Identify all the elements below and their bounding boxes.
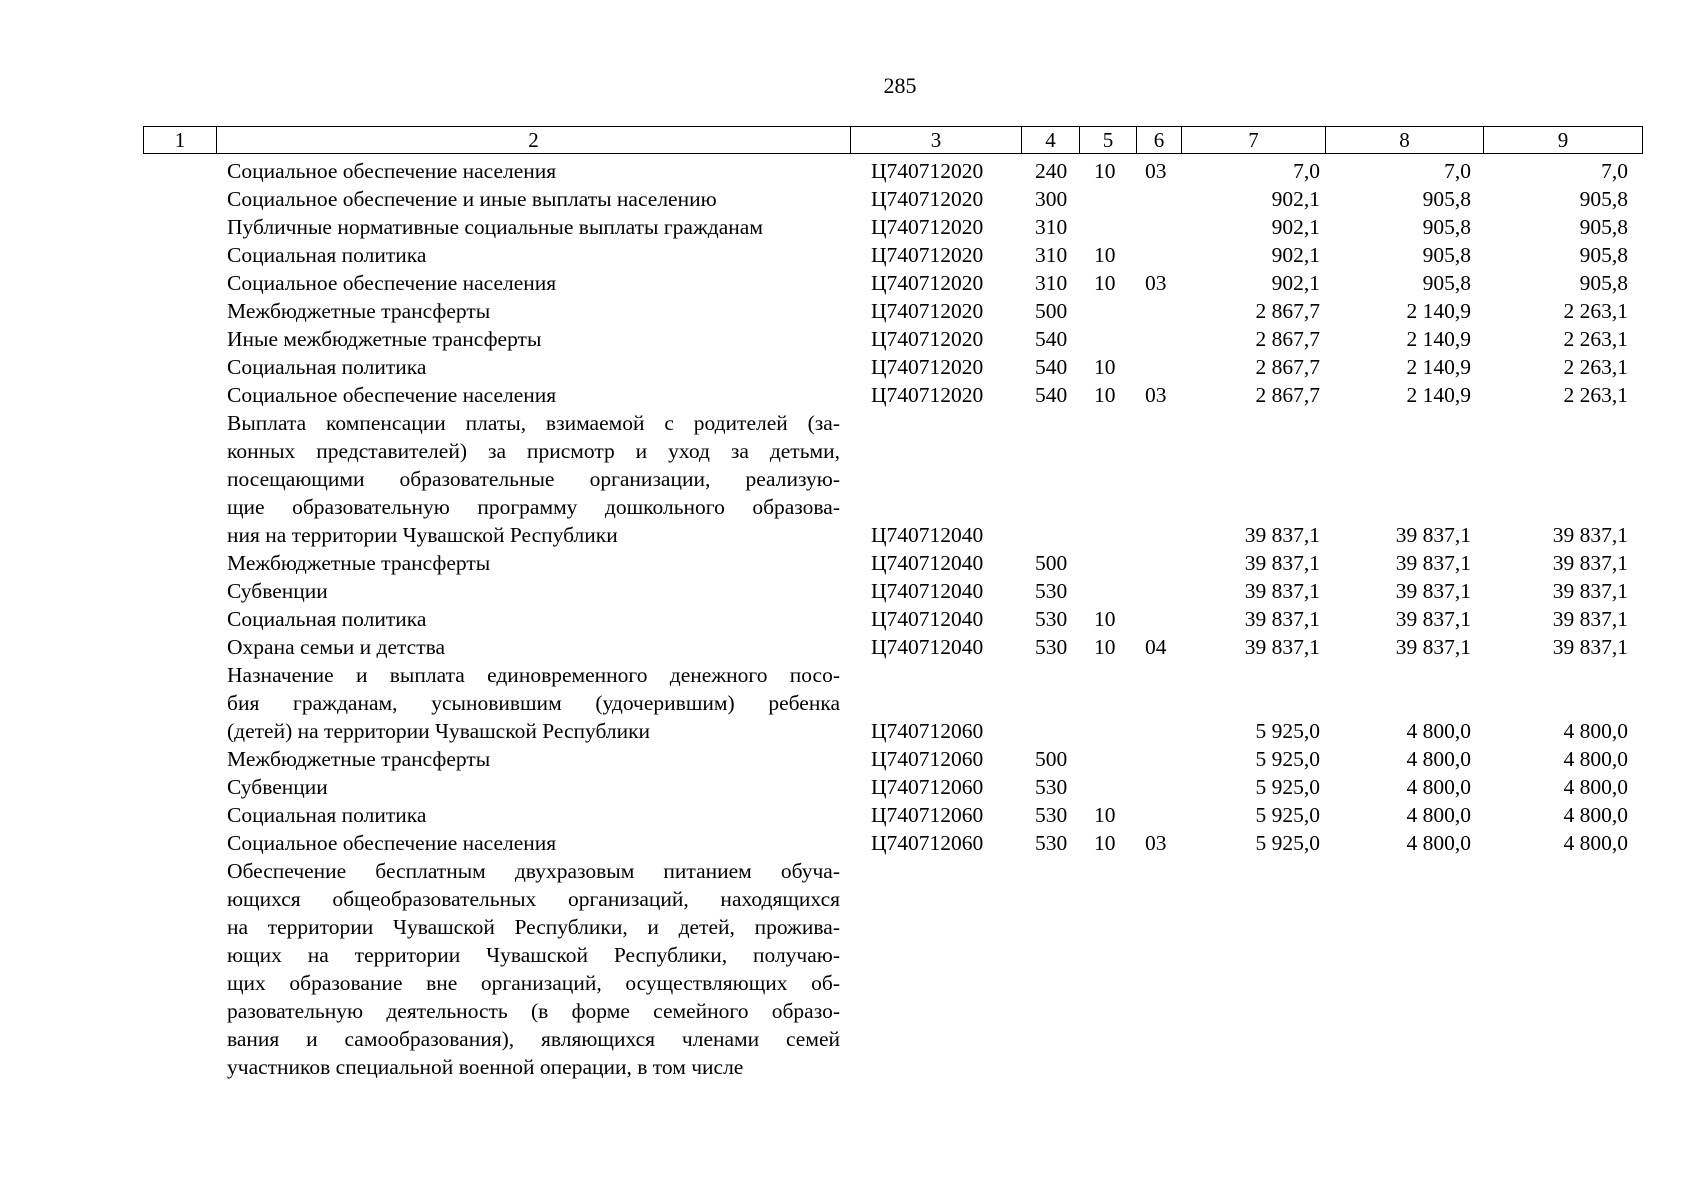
row-name-line: конных представителей) за присмотр и уход за детьми, <box>227 439 840 463</box>
table-row <box>0 801 1697 829</box>
row-name-line: Социальная политика <box>227 803 427 827</box>
row-value-9: 2 263,1 <box>1563 299 1628 323</box>
row-col-6: 04 <box>1145 635 1167 659</box>
row-col-4: 540 <box>1035 355 1068 379</box>
row-name <box>227 773 840 801</box>
row-code: Ц740712020 <box>871 299 984 323</box>
header-col-6: 6 <box>1137 127 1182 153</box>
table-row <box>0 633 1697 661</box>
table-row <box>0 269 1697 297</box>
row-value-7: 2 867,7 <box>1255 299 1320 323</box>
row-col-4: 530 <box>1035 775 1068 799</box>
row-code: Ц740712020 <box>871 159 984 183</box>
table-row <box>0 857 1697 1081</box>
row-value-8: 2 140,9 <box>1406 383 1471 407</box>
row-name-line: щих образование вне организаций, осуществляющих об- <box>227 971 840 995</box>
row-name-line: Межбюджетные трансферты <box>227 299 491 323</box>
row-value-7: 902,1 <box>1271 187 1320 211</box>
row-name-line: участников специальной военной операции, в том числе <box>227 1055 744 1079</box>
row-col-4: 300 <box>1035 187 1068 211</box>
row-name-line: Охрана семьи и детства <box>227 635 446 659</box>
row-name-line: вания и самообразования), являющихся членами семей <box>227 1027 840 1051</box>
row-col-5: 10 <box>1094 635 1116 659</box>
row-name-line: на территории Чувашской Республики, и детей, прожива- <box>227 915 840 939</box>
row-value-7: 5 925,0 <box>1255 719 1320 743</box>
row-name-line: ющих на территории Чувашской Республики, получаю- <box>227 943 840 967</box>
row-col-4: 540 <box>1035 383 1068 407</box>
row-code: Ц740712040 <box>871 635 984 659</box>
row-name <box>227 409 840 549</box>
row-value-7: 5 925,0 <box>1255 747 1320 771</box>
row-name-line: Социальная политика <box>227 243 427 267</box>
row-col-6: 03 <box>1145 831 1167 855</box>
row-col-5: 10 <box>1094 607 1116 631</box>
row-value-9: 2 263,1 <box>1563 355 1628 379</box>
row-value-9: 39 837,1 <box>1552 635 1628 659</box>
row-value-8: 905,8 <box>1422 187 1471 211</box>
row-col-6: 03 <box>1145 271 1167 295</box>
row-value-9: 905,8 <box>1579 271 1628 295</box>
row-code: Ц740712020 <box>871 215 984 239</box>
row-name-line: Социальное обеспечение и иные выплаты населению <box>227 187 717 211</box>
row-value-9: 39 837,1 <box>1552 607 1628 631</box>
row-code: Ц740712040 <box>871 579 984 603</box>
row-value-9: 2 263,1 <box>1563 327 1628 351</box>
row-code: Ц740712020 <box>871 187 984 211</box>
row-name <box>227 605 840 633</box>
row-value-7: 2 867,7 <box>1255 383 1320 407</box>
row-value-8: 7,0 <box>1444 159 1471 183</box>
row-name <box>227 829 840 857</box>
table-row <box>0 577 1697 605</box>
row-value-8: 4 800,0 <box>1406 719 1471 743</box>
row-value-8: 4 800,0 <box>1406 831 1471 855</box>
row-value-9: 39 837,1 <box>1552 551 1628 575</box>
header-col-3: 3 <box>851 127 1022 153</box>
row-col-4: 310 <box>1035 215 1068 239</box>
row-code: Ц740712020 <box>871 271 984 295</box>
row-code: Ц740712040 <box>871 523 984 547</box>
row-code: Ц740712020 <box>871 355 984 379</box>
row-name <box>227 157 840 185</box>
row-col-4: 500 <box>1035 299 1068 323</box>
row-name <box>227 661 840 745</box>
row-value-8: 39 837,1 <box>1395 635 1471 659</box>
table-row <box>0 297 1697 325</box>
row-name <box>227 213 840 241</box>
header-col-7: 7 <box>1182 127 1326 153</box>
row-code: Ц740712060 <box>871 719 984 743</box>
row-code: Ц740712040 <box>871 607 984 631</box>
row-value-7: 2 867,7 <box>1255 327 1320 351</box>
row-value-8: 39 837,1 <box>1395 607 1471 631</box>
row-name-line: Социальное обеспечение населения <box>227 159 557 183</box>
row-name <box>227 801 840 829</box>
row-value-7: 5 925,0 <box>1255 831 1320 855</box>
row-value-9: 4 800,0 <box>1563 719 1628 743</box>
row-name-line: ния на территории Чувашской Республики <box>227 523 618 547</box>
table-row <box>0 325 1697 353</box>
row-name-line: Субвенции <box>227 579 328 603</box>
row-name <box>227 325 840 353</box>
row-name-line: Межбюджетные трансферты <box>227 747 491 771</box>
row-name-line: (детей) на территории Чувашской Республики <box>227 719 651 743</box>
row-value-7: 39 837,1 <box>1244 579 1320 603</box>
row-value-8: 4 800,0 <box>1406 747 1471 771</box>
row-value-8: 905,8 <box>1422 271 1471 295</box>
row-value-8: 2 140,9 <box>1406 355 1471 379</box>
row-value-9: 905,8 <box>1579 243 1628 267</box>
table-row <box>0 185 1697 213</box>
row-name-line: посещающими образовательные организации, реализую- <box>227 467 840 491</box>
row-name <box>227 577 840 605</box>
row-value-9: 905,8 <box>1579 187 1628 211</box>
row-name <box>227 297 840 325</box>
row-name-line: ющихся общеобразовательных организаций, находящихся <box>227 887 840 911</box>
row-value-7: 902,1 <box>1271 215 1320 239</box>
row-name-line: бия гражданам, усыновившим (удочерившим) ребенка <box>227 691 840 715</box>
row-name-line: Выплата компенсации платы, взимаемой с родителей (за- <box>227 411 840 435</box>
row-col-5: 10 <box>1094 159 1116 183</box>
row-value-7: 39 837,1 <box>1244 523 1320 547</box>
table-body <box>0 157 1697 1081</box>
row-name <box>227 857 840 1081</box>
row-name <box>227 633 840 661</box>
table-row <box>0 661 1697 745</box>
row-col-5: 10 <box>1094 383 1116 407</box>
row-col-5: 10 <box>1094 243 1116 267</box>
table-row <box>0 157 1697 185</box>
row-value-8: 905,8 <box>1422 215 1471 239</box>
row-name-line: Социальная политика <box>227 355 427 379</box>
row-value-7: 5 925,0 <box>1255 803 1320 827</box>
row-name <box>227 549 840 577</box>
page-number: 285 <box>883 73 917 98</box>
row-value-7: 2 867,7 <box>1255 355 1320 379</box>
row-name <box>227 745 840 773</box>
header-col-2: 2 <box>217 127 851 153</box>
table-row <box>0 745 1697 773</box>
row-name-line: щие образовательную программу дошкольного образова- <box>227 495 840 519</box>
row-value-7: 39 837,1 <box>1244 551 1320 575</box>
row-col-5: 10 <box>1094 271 1116 295</box>
table-row <box>0 605 1697 633</box>
header-col-9: 9 <box>1557 128 1569 152</box>
row-col-5: 10 <box>1094 355 1116 379</box>
row-name-line: Иные межбюджетные трансферты <box>227 327 542 351</box>
row-col-4: 530 <box>1035 607 1068 631</box>
row-value-9: 2 263,1 <box>1563 383 1628 407</box>
row-value-9: 39 837,1 <box>1552 579 1628 603</box>
row-value-7: 39 837,1 <box>1244 635 1320 659</box>
row-name-line: разовательную деятельность (в форме семейного образо- <box>227 999 840 1023</box>
row-value-9: 905,8 <box>1579 215 1628 239</box>
row-code: Ц740712020 <box>871 243 984 267</box>
row-value-7: 7,0 <box>1293 159 1320 183</box>
row-col-4: 240 <box>1035 159 1068 183</box>
row-value-8: 2 140,9 <box>1406 327 1471 351</box>
row-name <box>227 269 840 297</box>
table-row <box>0 409 1697 549</box>
row-value-8: 4 800,0 <box>1406 775 1471 799</box>
row-name-line: Межбюджетные трансферты <box>227 551 491 575</box>
row-col-4: 540 <box>1035 327 1068 351</box>
row-value-9: 4 800,0 <box>1563 831 1628 855</box>
row-name <box>227 381 840 409</box>
row-value-8: 2 140,9 <box>1406 299 1471 323</box>
table-row <box>0 829 1697 857</box>
row-value-9: 4 800,0 <box>1563 775 1628 799</box>
row-value-7: 902,1 <box>1271 243 1320 267</box>
header-col-1: 1 <box>144 127 217 153</box>
row-value-8: 4 800,0 <box>1406 803 1471 827</box>
row-name <box>227 241 840 269</box>
row-name-line: Публичные нормативные социальные выплаты гражданам <box>227 215 763 239</box>
row-value-7: 902,1 <box>1271 271 1320 295</box>
row-code: Ц740712040 <box>871 551 984 575</box>
row-col-5: 10 <box>1094 803 1116 827</box>
row-value-8: 39 837,1 <box>1395 579 1471 603</box>
table-row <box>0 381 1697 409</box>
row-col-4: 500 <box>1035 747 1068 771</box>
row-value-9: 4 800,0 <box>1563 803 1628 827</box>
row-name <box>227 185 840 213</box>
table-row <box>0 213 1697 241</box>
row-col-6: 03 <box>1145 159 1167 183</box>
row-name-line: Социальное обеспечение населения <box>227 271 557 295</box>
row-value-9: 39 837,1 <box>1552 523 1628 547</box>
row-value-7: 5 925,0 <box>1255 775 1320 799</box>
row-code: Ц740712020 <box>871 327 984 351</box>
row-code: Ц740712060 <box>871 775 984 799</box>
row-col-4: 310 <box>1035 271 1068 295</box>
row-value-8: 39 837,1 <box>1395 523 1471 547</box>
row-value-8: 905,8 <box>1422 243 1471 267</box>
row-name-line: Социальная политика <box>227 607 427 631</box>
row-col-4: 310 <box>1035 243 1068 267</box>
row-name-line: Социальное обеспечение населения <box>227 383 557 407</box>
row-col-4: 530 <box>1035 803 1068 827</box>
header-col-8: 8 <box>1326 127 1484 153</box>
row-col-4: 530 <box>1035 831 1068 855</box>
table-row <box>0 549 1697 577</box>
table-row <box>0 773 1697 801</box>
row-name-line: Обеспечение бесплатным двухразовым питанием обуча- <box>227 859 840 883</box>
row-name-line: Социальное обеспечение населения <box>227 831 557 855</box>
row-value-7: 39 837,1 <box>1244 607 1320 631</box>
row-value-8: 39 837,1 <box>1395 551 1471 575</box>
row-name-line: Субвенции <box>227 775 328 799</box>
row-col-6: 03 <box>1145 383 1167 407</box>
row-col-4: 530 <box>1035 635 1068 659</box>
row-code: Ц740712060 <box>871 831 984 855</box>
header-col-5: 5 <box>1080 127 1137 153</box>
table-row <box>0 353 1697 381</box>
row-value-9: 7,0 <box>1601 159 1628 183</box>
row-name-line: Назначение и выплата единовременного денежного посо- <box>227 663 840 687</box>
row-name <box>227 353 840 381</box>
table-row <box>0 241 1697 269</box>
row-col-5: 10 <box>1094 831 1116 855</box>
row-col-4: 530 <box>1035 579 1068 603</box>
row-value-9: 4 800,0 <box>1563 747 1628 771</box>
row-col-4: 500 <box>1035 551 1068 575</box>
row-code: Ц740712020 <box>871 383 984 407</box>
row-code: Ц740712060 <box>871 803 984 827</box>
header-col-4: 4 <box>1022 127 1080 153</box>
row-code: Ц740712060 <box>871 747 984 771</box>
table-header <box>143 126 1643 154</box>
